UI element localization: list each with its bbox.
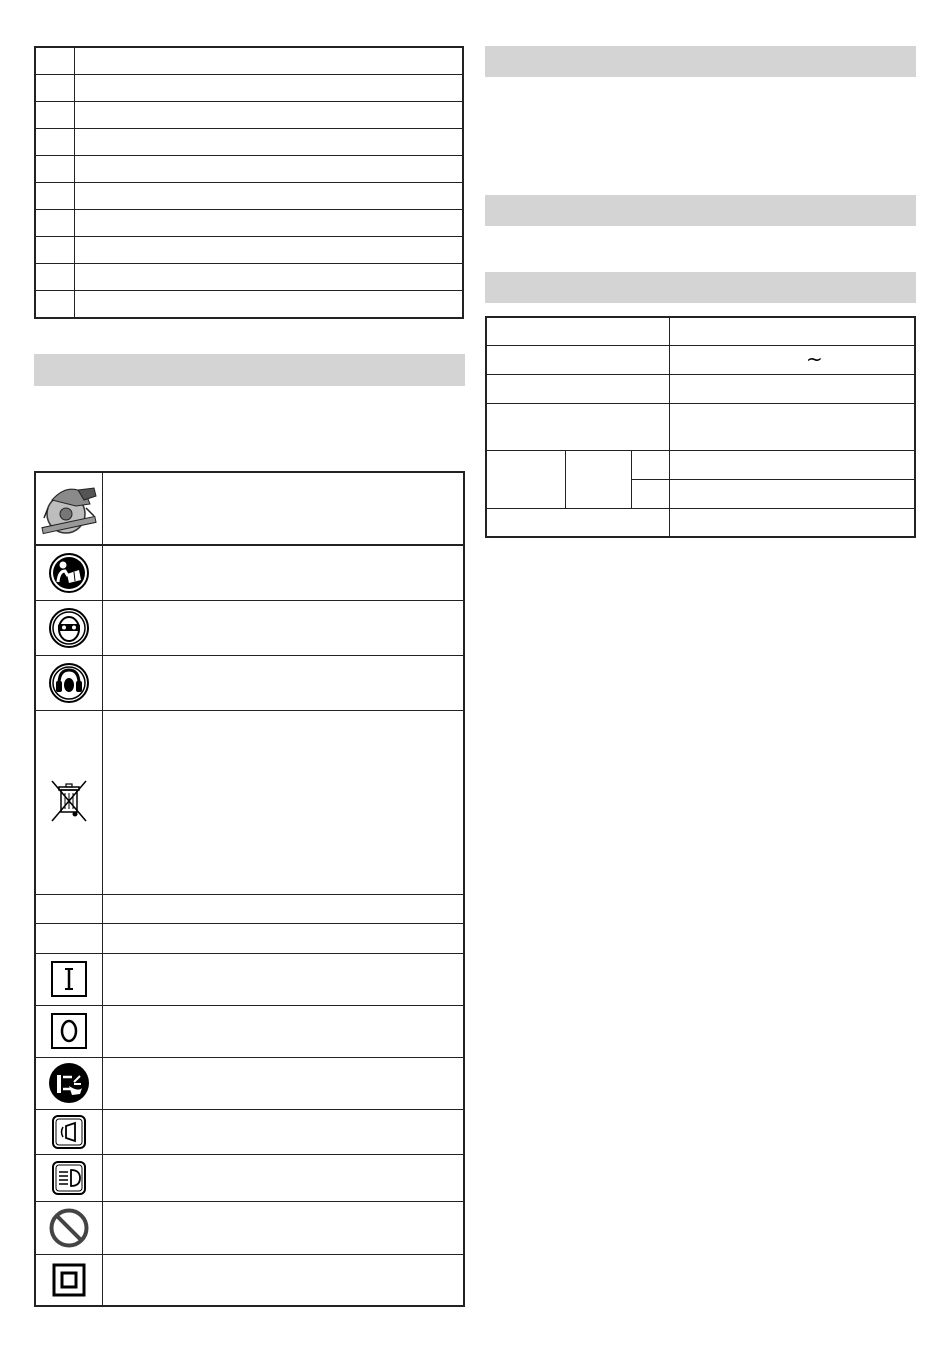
table-cell xyxy=(103,1254,465,1306)
table-cell xyxy=(103,1005,465,1057)
table-row xyxy=(35,264,463,291)
table-cell xyxy=(103,1154,465,1201)
table-row xyxy=(35,129,463,156)
table-cell xyxy=(103,953,465,1005)
switch-on-icon xyxy=(35,953,103,1005)
table-cell xyxy=(103,923,465,953)
table-cell xyxy=(670,479,916,508)
ac-symbol: ~ xyxy=(806,346,823,371)
table-cell xyxy=(103,472,465,545)
circular-saw-icon xyxy=(35,472,103,545)
table-cell xyxy=(670,450,916,479)
table-cell xyxy=(75,183,464,210)
light-icon xyxy=(35,1154,103,1201)
table-cell xyxy=(486,374,670,403)
table-row xyxy=(486,403,915,450)
table-row xyxy=(35,1154,464,1201)
table-cell xyxy=(75,264,464,291)
table-cell xyxy=(670,374,916,403)
table-cell xyxy=(103,1201,465,1254)
table-row xyxy=(35,472,464,545)
symbols-table xyxy=(34,471,465,1307)
table-cell xyxy=(103,600,465,655)
table-cell xyxy=(35,291,75,319)
table-row xyxy=(35,75,463,102)
unplug-icon xyxy=(35,1057,103,1109)
table-row xyxy=(35,1201,464,1254)
table-cell xyxy=(75,210,464,237)
ear-protection-icon xyxy=(35,655,103,710)
table-cell xyxy=(103,1109,465,1154)
switch-off-icon xyxy=(35,1005,103,1057)
table-cell xyxy=(75,291,464,319)
table-row xyxy=(35,710,464,894)
table-row xyxy=(35,1109,464,1154)
table-cell xyxy=(631,450,669,479)
parts-list-table xyxy=(34,46,464,319)
table-cell xyxy=(35,264,75,291)
specifications-table xyxy=(485,316,916,538)
table-cell xyxy=(75,156,464,183)
table-cell xyxy=(35,75,75,102)
table-cell xyxy=(75,102,464,129)
table-cell xyxy=(35,210,75,237)
table-row xyxy=(35,1057,464,1109)
table-row xyxy=(35,291,463,319)
table-row xyxy=(35,156,463,183)
table-cell xyxy=(103,894,465,923)
read-manual-icon xyxy=(35,545,103,600)
table-row xyxy=(486,374,915,403)
table-row xyxy=(35,183,463,210)
table-row xyxy=(486,317,915,345)
table-row xyxy=(35,210,463,237)
table-cell xyxy=(670,403,916,450)
section-heading-bar xyxy=(485,195,916,226)
table-cell xyxy=(566,450,631,508)
table-cell xyxy=(486,317,670,345)
table-cell xyxy=(103,710,465,894)
table-cell xyxy=(35,183,75,210)
eye-protection-icon xyxy=(35,600,103,655)
table-cell xyxy=(35,156,75,183)
table-cell xyxy=(486,508,670,537)
table-row xyxy=(486,450,915,479)
table-row xyxy=(486,508,915,537)
table-cell xyxy=(103,655,465,710)
table-row xyxy=(35,545,464,600)
table-row xyxy=(35,953,464,1005)
table-row xyxy=(35,655,464,710)
crossed-out-bin-icon xyxy=(35,710,103,894)
voltage-value-cell xyxy=(670,345,916,374)
section-heading-bar xyxy=(34,354,465,386)
table-cell xyxy=(75,129,464,156)
table-row xyxy=(35,47,463,75)
table-row xyxy=(35,923,464,953)
table-row xyxy=(35,1005,464,1057)
table-row xyxy=(35,600,464,655)
table-cell xyxy=(35,129,75,156)
table-cell xyxy=(35,894,103,923)
table-cell xyxy=(103,1057,465,1109)
table-cell xyxy=(670,317,916,345)
table-cell xyxy=(35,923,103,953)
table-row xyxy=(35,237,463,264)
table-cell xyxy=(486,450,566,508)
table-cell xyxy=(35,237,75,264)
prohibited-icon xyxy=(35,1201,103,1254)
table-cell xyxy=(35,102,75,129)
table-cell xyxy=(75,237,464,264)
table-row xyxy=(35,1254,464,1306)
table-cell xyxy=(75,47,464,75)
section-heading-bar xyxy=(485,272,916,303)
section-heading-bar xyxy=(485,46,916,77)
table-cell xyxy=(631,479,669,508)
lock-button-icon xyxy=(35,1109,103,1154)
table-cell xyxy=(35,47,75,75)
table-cell xyxy=(103,545,465,600)
table-row xyxy=(486,345,915,374)
table-row xyxy=(35,894,464,923)
table-cell xyxy=(486,403,670,450)
table-row xyxy=(35,102,463,129)
table-cell xyxy=(486,345,670,374)
double-insulation-icon xyxy=(35,1254,103,1306)
table-cell xyxy=(670,508,916,537)
table-cell xyxy=(75,75,464,102)
